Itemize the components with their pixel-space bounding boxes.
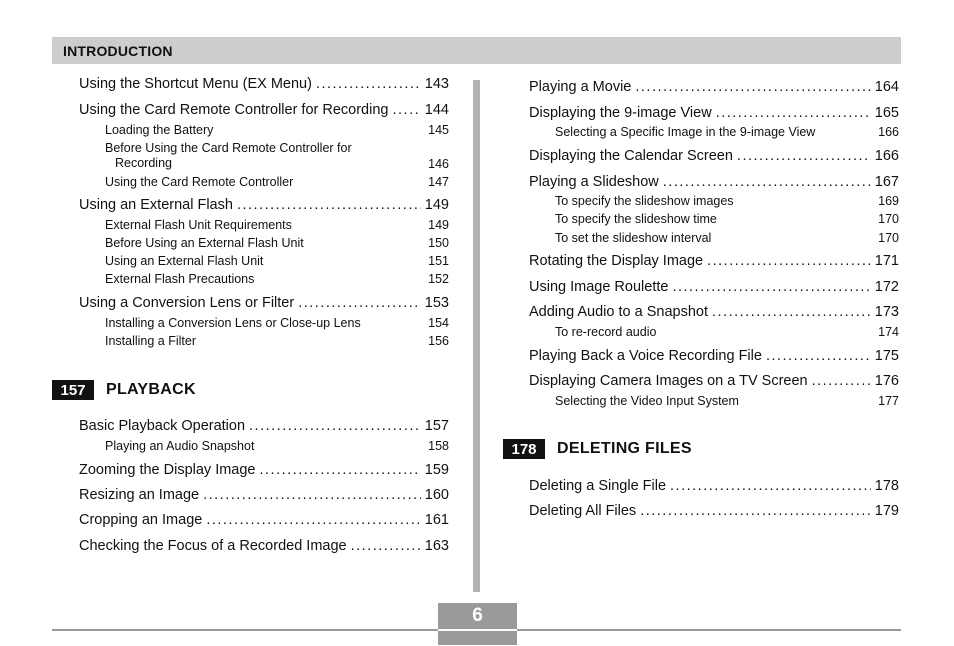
toc-entry[interactable] [529, 105, 899, 121]
toc-entry[interactable] [79, 512, 449, 528]
toc-entry-label: Using the Card Remote Controller for Recording [79, 102, 389, 118]
leader-dots [766, 348, 871, 364]
toc-subentry[interactable] [79, 141, 449, 171]
toc-entry[interactable] [79, 76, 449, 92]
toc-entry[interactable] [79, 487, 449, 503]
toc-entry-label: Installing a Conversion Lens or Close-up Lens [105, 316, 361, 330]
toc-entry-label: Displaying the Calendar Screen [529, 148, 733, 164]
toc-entry-label: Basic Playback Operation [79, 418, 246, 434]
toc-entry[interactable] [529, 503, 899, 519]
toc-entry-label: Selecting a Specific Image in the 9-image View [555, 125, 816, 139]
toc-entry-label: Selecting the Video Input System [555, 394, 739, 408]
section-page-number: 157 [52, 380, 94, 400]
toc-entry-label: To specify the slideshow time [555, 212, 717, 226]
toc-entry-page: 165 [874, 105, 899, 121]
toc-entry-page: 177 [878, 394, 899, 408]
toc-entry-page: 178 [874, 478, 899, 494]
toc-subentry[interactable] [79, 334, 449, 348]
toc-entry-label: Adding Audio to a Snapshot [529, 304, 708, 320]
toc-entry-page: 153 [424, 295, 449, 311]
leader-dots [635, 79, 870, 95]
toc-entry-page: 161 [424, 512, 449, 528]
toc-entry-page: 157 [424, 418, 449, 434]
toc-entry-label: Using the Shortcut Menu (EX Menu) [79, 76, 312, 92]
toc-entry-label: Using an External Flash Unit [105, 254, 264, 268]
leader-dots [712, 304, 871, 320]
toc-entry-page: 156 [428, 334, 449, 348]
leader-dots [351, 538, 421, 554]
toc-entry-page: 144 [424, 102, 449, 118]
toc-entry-label: External Flash Precautions [105, 272, 255, 286]
leader-dots [206, 512, 420, 528]
toc-entry-page: 145 [428, 123, 449, 137]
section-heading-playback[interactable] [52, 380, 196, 400]
toc-entry-label: Displaying Camera Images on a TV Screen [529, 373, 808, 389]
toc-entry-page: 159 [424, 462, 449, 478]
toc-entry-label: Playing a Slideshow [529, 174, 659, 190]
toc-entry-label: Loading the Battery [105, 123, 214, 137]
toc-entry[interactable] [79, 102, 449, 118]
toc-entry-label: Using a Conversion Lens or Filter [79, 295, 295, 311]
toc-entry[interactable] [79, 418, 449, 434]
toc-subentry[interactable] [79, 439, 449, 453]
toc-entry-page: 163 [424, 538, 449, 554]
leader-dots [249, 418, 421, 434]
toc-entry-page: 160 [424, 487, 449, 503]
toc-entry-label: To re-record audio [555, 325, 657, 339]
toc-entry-label: Checking the Focus of a Recorded Image [79, 538, 347, 554]
toc-subentry[interactable] [79, 218, 449, 232]
toc-entry[interactable] [529, 253, 899, 269]
toc-entry-page: 150 [428, 236, 449, 250]
leader-dots [298, 295, 421, 311]
toc-entry-label: Before Using an External Flash Unit [105, 236, 304, 250]
toc-entry[interactable] [529, 304, 899, 320]
toc-entry-page: 176 [874, 373, 899, 389]
toc-entry[interactable] [529, 373, 899, 389]
toc-subentry[interactable] [529, 194, 899, 208]
toc-subentry[interactable] [529, 325, 899, 339]
toc-entry-page: 171 [874, 253, 899, 269]
toc-entry-page: 170 [878, 212, 899, 226]
section-title: DELETING FILES [557, 440, 692, 457]
leader-dots [670, 478, 871, 494]
toc-entry-label: To specify the slideshow images [555, 194, 734, 208]
toc-entry-label: Displaying the 9-image View [529, 105, 712, 121]
toc-entry[interactable] [79, 462, 449, 478]
toc-entry-page: 173 [874, 304, 899, 320]
toc-entry-page: 175 [874, 348, 899, 364]
toc-entry-label: Using an External Flash [79, 197, 233, 213]
leader-dots [392, 102, 420, 118]
leader-dots [812, 373, 871, 389]
toc-entry-page: 147 [428, 175, 449, 189]
toc-subentry[interactable] [79, 272, 449, 286]
page-number: 6 [438, 603, 517, 629]
toc-entry-page: 166 [874, 148, 899, 164]
toc-entry-page: 164 [874, 79, 899, 95]
toc-subentry[interactable] [529, 394, 899, 408]
leader-dots [640, 503, 871, 519]
toc-entry[interactable] [79, 295, 449, 311]
toc-subentry[interactable] [529, 212, 899, 226]
toc-entry-label: Playing Back a Voice Recording File [529, 348, 762, 364]
toc-entry-label: Playing an Audio Snapshot [105, 439, 255, 453]
toc-entry-page: 152 [428, 272, 449, 286]
leader-dots [203, 487, 421, 503]
toc-entry-page: 158 [428, 439, 449, 453]
leader-dots [672, 279, 870, 295]
toc-entry-page: 167 [874, 174, 899, 190]
toc-subentry[interactable] [79, 254, 449, 268]
toc-subentry[interactable] [79, 175, 449, 189]
toc-entry-label: Deleting a Single File [529, 478, 667, 494]
toc-entry-label: Using the Card Remote Controller [105, 175, 294, 189]
toc-entry-label: Before Using the Card Remote Controller for Recording [105, 141, 352, 170]
toc-entry-page: 151 [428, 254, 449, 268]
toc-entry[interactable] [529, 148, 899, 164]
column-divider [473, 80, 480, 592]
toc-entry-page: 143 [424, 76, 449, 92]
toc-entry-page: 174 [878, 325, 899, 339]
toc-entry[interactable] [79, 538, 449, 554]
toc-subentry[interactable] [79, 123, 449, 137]
toc-entry[interactable] [529, 79, 899, 95]
toc-entry-label: Using Image Roulette [529, 279, 669, 295]
toc-entry-page: 146 [428, 157, 449, 171]
leader-dots [663, 174, 871, 190]
leader-dots [737, 148, 871, 164]
toc-entry-page: 179 [874, 503, 899, 519]
page-number-badge [438, 603, 517, 645]
toc-entry[interactable] [529, 174, 899, 190]
toc-entry[interactable] [79, 197, 449, 213]
toc-entry-label: Resizing an Image [79, 487, 200, 503]
toc-entry-page: 149 [424, 197, 449, 213]
toc-subentry[interactable] [529, 125, 899, 139]
leader-dots [707, 253, 871, 269]
leader-dots [260, 462, 421, 478]
toc-entry[interactable] [529, 478, 899, 494]
toc-entry-label: To set the slideshow interval [555, 231, 712, 245]
leader-dots [237, 197, 421, 213]
toc-entry-label: Cropping an Image [79, 512, 203, 528]
toc-entry-page: 169 [878, 194, 899, 208]
toc-entry-label: External Flash Unit Requirements [105, 218, 292, 232]
section-header-title: INTRODUCTION [63, 43, 173, 59]
section-heading-deleting-files[interactable] [503, 439, 692, 459]
toc-subentry[interactable] [529, 231, 899, 245]
toc-entry[interactable] [529, 279, 899, 295]
toc-entry-label: Deleting All Files [529, 503, 637, 519]
toc-entry-page: 154 [428, 316, 449, 330]
toc-entry-label: Installing a Filter [105, 334, 197, 348]
toc-entry[interactable] [529, 348, 899, 364]
leader-dots [316, 76, 421, 92]
toc-entry-page: 172 [874, 279, 899, 295]
section-title: PLAYBACK [106, 381, 196, 398]
section-header-bar [52, 37, 901, 64]
toc-entry-page: 149 [428, 218, 449, 232]
toc-subentry[interactable] [79, 236, 449, 250]
section-page-number: 178 [503, 439, 545, 459]
leader-dots [716, 105, 871, 121]
toc-subentry[interactable] [79, 316, 449, 330]
toc-entry-page: 166 [878, 125, 899, 139]
toc-entry-label: Zooming the Display Image [79, 462, 256, 478]
toc-entry-label: Playing a Movie [529, 79, 632, 95]
toc-entry-page: 170 [878, 231, 899, 245]
toc-entry-label: Rotating the Display Image [529, 253, 704, 269]
